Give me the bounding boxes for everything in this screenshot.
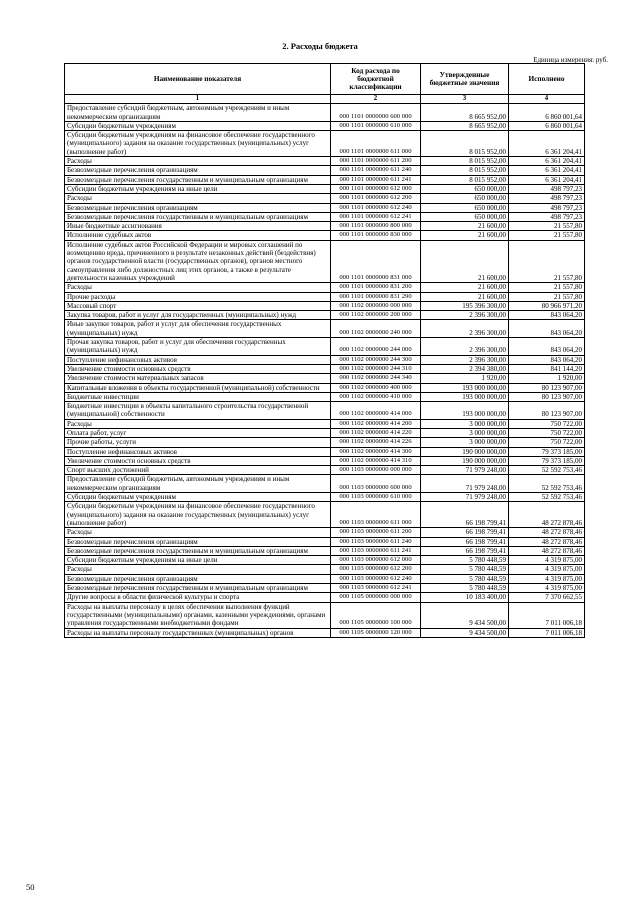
table-row	[65, 157, 585, 166]
table-row	[65, 383, 585, 392]
row-code: 000 1102 0000000 200 000	[331, 311, 421, 320]
table-row	[65, 602, 585, 628]
row-executed-value: 52 592 753,46	[509, 475, 585, 493]
row-code: 000 1102 0000000 414 226	[331, 438, 421, 447]
row-executed-value: 6 361 204,41	[509, 175, 585, 184]
table-row	[65, 556, 585, 565]
table-row	[65, 438, 585, 447]
row-approved-value: 66 198 799,41	[421, 528, 509, 537]
row-executed-value: 21 557,80	[509, 222, 585, 231]
table-row	[65, 184, 585, 193]
row-code: 000 1102 0000000 410 000	[331, 392, 421, 401]
row-name: Увеличение стоимости основных средств	[65, 456, 331, 465]
row-executed-value: 4 319 875,00	[509, 556, 585, 565]
row-approved-value: 3 000 000,00	[421, 419, 509, 428]
row-executed-value: 6 361 204,41	[509, 131, 585, 157]
row-name: Массовый спорт	[65, 301, 331, 310]
row-approved-value: 8 015 952,00	[421, 166, 509, 175]
row-executed-value: 21 557,80	[509, 231, 585, 240]
row-code: 000 1103 0000000 612 000	[331, 556, 421, 565]
row-code: 000 1102 0000000 240 000	[331, 320, 421, 338]
row-executed-value: 79 373 185,00	[509, 447, 585, 456]
row-name: Предоставление субсидий бюджетным, автономным учреждениям и иным некоммерческим организациям	[65, 475, 331, 493]
row-name: Субсидии бюджетным учреждениям на финансовое обеспечение государственного (муниципального) задания на оказание государственных (муниципальных) услуг (выполнение работ)	[65, 502, 331, 528]
row-approved-value: 71 979 248,00	[421, 493, 509, 502]
row-executed-value: 498 797,23	[509, 184, 585, 193]
table-row	[65, 320, 585, 338]
row-name: Закупка товаров, работ и услуг для государственных (муниципальных) нужд	[65, 311, 331, 320]
row-code: 000 1101 0000000 830 000	[331, 231, 421, 240]
table-row	[65, 240, 585, 282]
column-number: 4	[509, 95, 585, 104]
table-row	[65, 104, 585, 122]
table-row	[65, 166, 585, 175]
table-row	[65, 194, 585, 203]
row-approved-value: 190 000 000,00	[421, 456, 509, 465]
header-name: Наименование показателя	[65, 64, 331, 95]
row-name: Расходы на выплаты персоналу в целях обеспечения выполнения функций государственными (муниципальными) органами, казенными учреждениями, органами управления государственными внебюджетными фондами	[65, 602, 331, 628]
row-name: Бюджетные инвестиции в объекты капитального строительства государственной (муниципальной) собственности	[65, 402, 331, 420]
row-approved-value: 5 780 448,59	[421, 584, 509, 593]
row-executed-value: 750 722,00	[509, 428, 585, 437]
row-executed-value: 6 361 204,41	[509, 166, 585, 175]
row-code: 000 1101 0000000 831 000	[331, 240, 421, 282]
row-executed-value: 843 064,20	[509, 320, 585, 338]
row-code: 000 1101 0000000 612 200	[331, 194, 421, 203]
row-executed-value: 6 860 001,64	[509, 104, 585, 122]
table-row	[65, 628, 585, 637]
row-name: Поступление нефинансовых активов	[65, 355, 331, 364]
row-approved-value: 71 979 248,00	[421, 475, 509, 493]
row-code: 000 1101 0000000 610 000	[331, 121, 421, 130]
table-row	[65, 175, 585, 184]
row-approved-value: 3 000 000,00	[421, 438, 509, 447]
table-row	[65, 475, 585, 493]
row-executed-value: 80 123 907,00	[509, 383, 585, 392]
row-approved-value: 5 780 448,59	[421, 574, 509, 583]
row-code: 000 1101 0000000 611 240	[331, 166, 421, 175]
row-approved-value: 8 015 952,00	[421, 131, 509, 157]
row-name: Капитальные вложения в объекты государственной (муниципальной) собственности	[65, 383, 331, 392]
table-row	[65, 493, 585, 502]
row-name: Безвозмездные перечисления организациям	[65, 203, 331, 212]
budget-expenses-table	[64, 63, 585, 638]
table-row	[65, 565, 585, 574]
row-code: 000 1105 0000000 100 000	[331, 602, 421, 628]
row-code: 000 1102 0000000 244 310	[331, 364, 421, 373]
row-name: Безвозмездные перечисления государственным и муниципальным организациям	[65, 584, 331, 593]
row-executed-value: 498 797,23	[509, 194, 585, 203]
row-code: 000 1101 0000000 611 241	[331, 175, 421, 184]
row-code: 000 1102 0000000 414 310	[331, 456, 421, 465]
page-number: 50	[26, 882, 35, 892]
row-executed-value: 21 557,80	[509, 283, 585, 292]
row-name: Иные закупки товаров, работ и услуг для обеспечения государственных (муниципальных) нужд	[65, 320, 331, 338]
row-code: 000 1102 0000000 400 000	[331, 383, 421, 392]
header-code: Код расхода по бюджетной классификации	[331, 64, 421, 95]
row-executed-value: 498 797,23	[509, 212, 585, 221]
row-approved-value: 71 979 248,00	[421, 466, 509, 475]
table-header-row	[65, 64, 585, 95]
row-name: Безвозмездные перечисления государственным и муниципальным организациям	[65, 546, 331, 555]
row-code: 000 1103 0000000 611 240	[331, 537, 421, 546]
row-approved-value: 21 600,00	[421, 292, 509, 301]
row-name: Предоставление субсидий бюджетным, автономным учреждениям и иным некоммерческим организациям	[65, 104, 331, 122]
row-executed-value: 1 920,00	[509, 374, 585, 383]
header-executed: Исполнено	[509, 64, 585, 95]
row-code: 000 1102 0000000 414 220	[331, 428, 421, 437]
row-name: Исполнение судебных актов	[65, 231, 331, 240]
row-approved-value: 9 434 500,00	[421, 602, 509, 628]
row-code: 000 1102 0000000 244 000	[331, 338, 421, 356]
row-name: Безвозмездные перечисления организациям	[65, 574, 331, 583]
row-name: Прочая закупка товаров, работ и услуг для обеспечения государственных (муниципальных) нужд	[65, 338, 331, 356]
column-numbers-row	[65, 95, 585, 104]
row-approved-value: 3 000 000,00	[421, 428, 509, 437]
row-approved-value: 8 015 952,00	[421, 157, 509, 166]
table-row	[65, 419, 585, 428]
row-code: 000 1105 0000000 000 000	[331, 593, 421, 602]
row-approved-value: 66 198 799,41	[421, 537, 509, 546]
table-row	[65, 374, 585, 383]
table-row	[65, 428, 585, 437]
row-code: 000 1102 0000000 000 000	[331, 301, 421, 310]
row-code: 000 1101 0000000 611 200	[331, 157, 421, 166]
row-code: 000 1103 0000000 612 241	[331, 584, 421, 593]
row-approved-value: 21 600,00	[421, 222, 509, 231]
table-row	[65, 121, 585, 130]
row-name: Субсидии бюджетным учреждениям на иные цели	[65, 184, 331, 193]
row-approved-value: 650 000,00	[421, 212, 509, 221]
row-code: 000 1101 0000000 600 000	[331, 104, 421, 122]
row-executed-value: 498 797,23	[509, 203, 585, 212]
row-executed-value: 4 319 875,00	[509, 584, 585, 593]
row-approved-value: 21 600,00	[421, 231, 509, 240]
table-row	[65, 537, 585, 546]
row-approved-value: 8 665 952,00	[421, 104, 509, 122]
row-approved-value: 193 000 000,00	[421, 392, 509, 401]
row-name: Расходы на выплаты персоналу государственных (муниципальных) органов	[65, 628, 331, 637]
row-approved-value: 8 015 952,00	[421, 175, 509, 184]
table-row	[65, 546, 585, 555]
table-row	[65, 338, 585, 356]
row-name: Безвозмездные перечисления организациям	[65, 537, 331, 546]
row-code: 000 1103 0000000 600 000	[331, 475, 421, 493]
row-code: 000 1101 0000000 831 200	[331, 283, 421, 292]
row-approved-value: 66 198 799,41	[421, 502, 509, 528]
table-row	[65, 231, 585, 240]
row-approved-value: 5 780 448,59	[421, 556, 509, 565]
table-row	[65, 301, 585, 310]
row-executed-value: 7 011 006,18	[509, 628, 585, 637]
row-approved-value: 2 396 300,00	[421, 355, 509, 364]
row-approved-value: 2 396 300,00	[421, 311, 509, 320]
row-executed-value: 80 123 907,00	[509, 392, 585, 401]
row-approved-value: 190 000 000,00	[421, 447, 509, 456]
row-code: 000 1102 0000000 414 000	[331, 402, 421, 420]
row-name: Расходы	[65, 194, 331, 203]
row-name: Расходы	[65, 419, 331, 428]
row-approved-value: 193 000 000,00	[421, 402, 509, 420]
table-body	[65, 104, 585, 638]
row-approved-value: 10 183 400,00	[421, 593, 509, 602]
row-approved-value: 650 000,00	[421, 184, 509, 193]
row-code: 000 1105 0000000 120 000	[331, 628, 421, 637]
row-executed-value: 52 592 753,46	[509, 466, 585, 475]
table-row	[65, 131, 585, 157]
row-name: Субсидии бюджетным учреждениям	[65, 493, 331, 502]
row-executed-value: 4 319 875,00	[509, 565, 585, 574]
row-code: 000 1101 0000000 612 240	[331, 203, 421, 212]
table-row	[65, 593, 585, 602]
table-row	[65, 402, 585, 420]
row-approved-value: 66 198 799,41	[421, 546, 509, 555]
table-row	[65, 212, 585, 221]
row-executed-value: 21 557,80	[509, 292, 585, 301]
row-name: Иные бюджетные ассигнования	[65, 222, 331, 231]
row-name: Субсидии бюджетным учреждениям на финансовое обеспечение государственного (муниципального) задания на оказание государственных (муниципальных) услуг (выполнение работ)	[65, 131, 331, 157]
row-code: 000 1103 0000000 612 200	[331, 565, 421, 574]
row-executed-value: 7 370 662,55	[509, 593, 585, 602]
table-row	[65, 222, 585, 231]
row-executed-value: 52 592 753,46	[509, 493, 585, 502]
row-executed-value: 48 272 878,46	[509, 502, 585, 528]
row-approved-value: 9 434 500,00	[421, 628, 509, 637]
row-approved-value: 650 000,00	[421, 203, 509, 212]
row-approved-value: 2 396 300,00	[421, 320, 509, 338]
row-approved-value: 2 396 300,00	[421, 338, 509, 356]
row-name: Исполнение судебных актов Российской Федерации и мировых соглашений по возмещению вреда, причиненного в результате незаконных действий (бездействия) органов государственной власти (государственных органов), органов местного самоуправления либо должностных лиц этих органов, а также в результате деятельности казенных учреждений	[65, 240, 331, 282]
row-code: 000 1101 0000000 611 000	[331, 131, 421, 157]
row-code: 000 1102 0000000 414 200	[331, 419, 421, 428]
table-row	[65, 283, 585, 292]
row-executed-value: 843 064,20	[509, 355, 585, 364]
row-executed-value: 750 722,00	[509, 419, 585, 428]
row-executed-value: 48 272 878,46	[509, 528, 585, 537]
row-code: 000 1103 0000000 610 000	[331, 493, 421, 502]
row-name: Увеличение стоимости материальных запасов	[65, 374, 331, 383]
row-code: 000 1102 0000000 414 300	[331, 447, 421, 456]
row-code: 000 1101 0000000 612 241	[331, 212, 421, 221]
row-approved-value: 650 000,00	[421, 194, 509, 203]
row-executed-value: 6 361 204,41	[509, 157, 585, 166]
table-row	[65, 292, 585, 301]
row-code: 000 1101 0000000 831 290	[331, 292, 421, 301]
row-executed-value: 843 064,20	[509, 311, 585, 320]
row-code: 000 1101 0000000 612 000	[331, 184, 421, 193]
row-approved-value: 1 920,00	[421, 374, 509, 383]
row-name: Расходы	[65, 565, 331, 574]
table-row	[65, 502, 585, 528]
row-name: Поступление нефинансовых активов	[65, 447, 331, 456]
row-name: Прочие расходы	[65, 292, 331, 301]
row-approved-value: 193 000 000,00	[421, 383, 509, 392]
row-code: 000 1103 0000000 611 241	[331, 546, 421, 555]
row-name: Расходы	[65, 528, 331, 537]
column-number: 3	[421, 95, 509, 104]
unit-label: Единица измерения: руб.	[533, 56, 608, 64]
row-executed-value: 841 144,20	[509, 364, 585, 373]
table-row	[65, 203, 585, 212]
row-code: 000 1103 0000000 612 240	[331, 574, 421, 583]
column-number: 2	[331, 95, 421, 104]
row-executed-value: 21 557,80	[509, 240, 585, 282]
table-row	[65, 392, 585, 401]
row-executed-value: 48 272 878,46	[509, 537, 585, 546]
row-executed-value: 80 123 907,00	[509, 402, 585, 420]
row-executed-value: 6 860 001,64	[509, 121, 585, 130]
row-name: Прочие работы, услуги	[65, 438, 331, 447]
row-name: Увеличение стоимости основных средств	[65, 364, 331, 373]
row-code: 000 1103 0000000 000 000	[331, 466, 421, 475]
table-row	[65, 355, 585, 364]
row-code: 000 1103 0000000 611 000	[331, 502, 421, 528]
table-row	[65, 466, 585, 475]
header-approved: Утвержденные бюджетные значения	[421, 64, 509, 95]
row-name: Бюджетные инвестиции	[65, 392, 331, 401]
section-title: 2. Расходы бюджета	[282, 41, 358, 51]
row-executed-value: 79 373 185,00	[509, 456, 585, 465]
table-row	[65, 447, 585, 456]
row-executed-value: 4 319 875,00	[509, 574, 585, 583]
table-row	[65, 364, 585, 373]
table-row	[65, 574, 585, 583]
row-name: Безвозмездные перечисления государственным и муниципальным организациям	[65, 212, 331, 221]
row-name: Субсидии бюджетным учреждениям	[65, 121, 331, 130]
row-executed-value: 48 272 878,46	[509, 546, 585, 555]
row-executed-value: 80 966 971,20	[509, 301, 585, 310]
row-code: 000 1102 0000000 244 340	[331, 374, 421, 383]
table-row	[65, 456, 585, 465]
row-name: Безвозмездные перечисления организациям	[65, 166, 331, 175]
column-number: 1	[65, 95, 331, 104]
row-name: Расходы	[65, 283, 331, 292]
row-approved-value: 21 600,00	[421, 283, 509, 292]
table-row	[65, 311, 585, 320]
row-approved-value: 195 396 300,00	[421, 301, 509, 310]
row-approved-value: 5 780 448,59	[421, 565, 509, 574]
row-name: Спорт высших достижений	[65, 466, 331, 475]
row-approved-value: 8 665 952,00	[421, 121, 509, 130]
row-code: 000 1103 0000000 611 200	[331, 528, 421, 537]
row-name: Другие вопросы в области физической культуры и спорта	[65, 593, 331, 602]
row-name: Оплата работ, услуг	[65, 428, 331, 437]
row-name: Субсидии бюджетным учреждениям на иные цели	[65, 556, 331, 565]
table-row	[65, 528, 585, 537]
row-executed-value: 7 011 006,18	[509, 602, 585, 628]
row-name: Безвозмездные перечисления государственным и муниципальным организациям	[65, 175, 331, 184]
row-code: 000 1101 0000000 800 000	[331, 222, 421, 231]
row-executed-value: 750 722,00	[509, 438, 585, 447]
row-name: Расходы	[65, 157, 331, 166]
row-executed-value: 843 064,20	[509, 338, 585, 356]
row-approved-value: 2 394 380,00	[421, 364, 509, 373]
table-row	[65, 584, 585, 593]
row-approved-value: 21 600,00	[421, 240, 509, 282]
row-code: 000 1102 0000000 244 300	[331, 355, 421, 364]
